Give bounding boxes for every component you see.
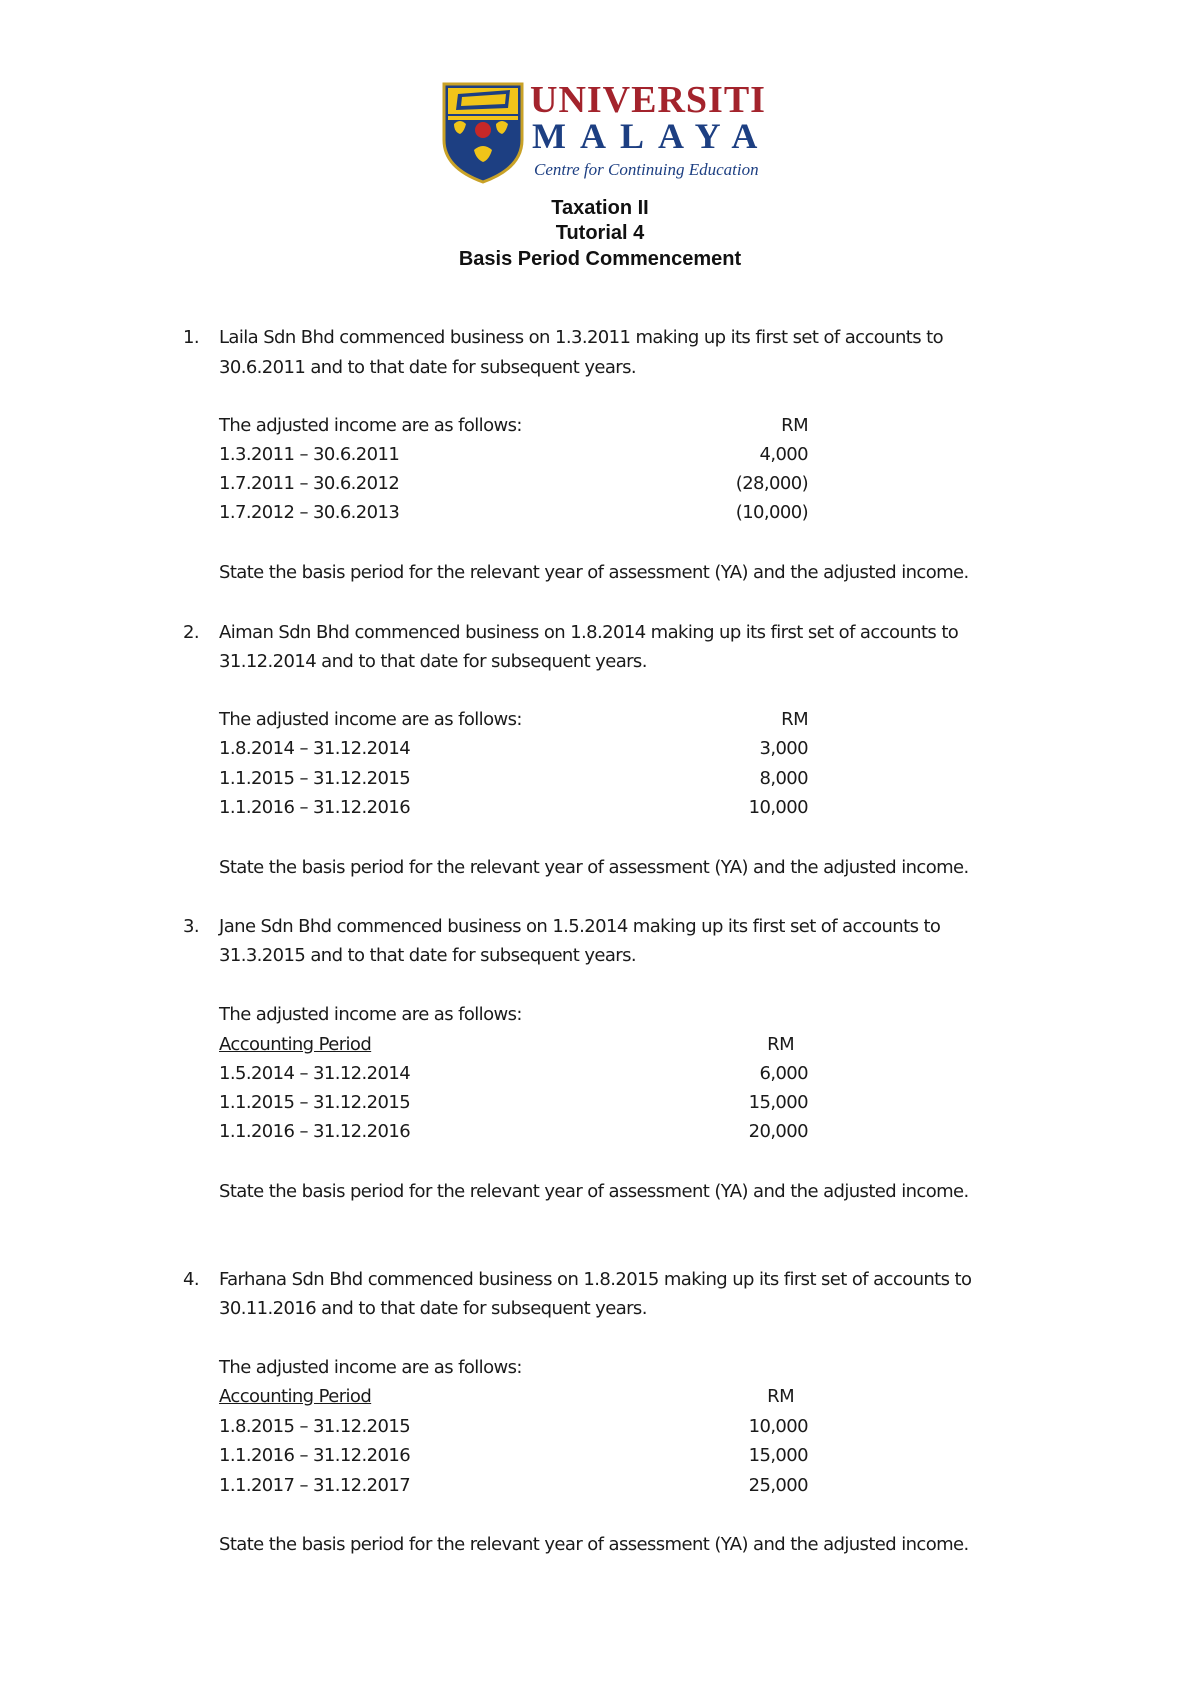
rm-header: RM (781, 415, 808, 436)
question-text-line: 31.12.2014 and to that date for subsequent years. (219, 651, 647, 672)
period-cell: 1.1.2016 – 31.12.2016 (219, 1121, 411, 1142)
income-intro: The adjusted income are as follows: (219, 415, 522, 436)
period-cell: 1.7.2012 – 30.6.2013 (219, 502, 400, 523)
topic-title: Basis Period Commencement (458, 248, 742, 270)
amount-cell: 10,000 (748, 1416, 808, 1437)
question-instruction: State the basis period for the relevant year of assessment (YA) and the adjusted income. (219, 1181, 969, 1202)
question-text-line: Farhana Sdn Bhd commenced business on 1.8.2015 making up its first set of accounts to (219, 1269, 972, 1290)
amount-cell: 3,000 (759, 738, 808, 759)
income-intro: The adjusted income are as follows: (219, 1357, 522, 1378)
logo-line-3: Centre for Continuing Education (534, 160, 759, 179)
amount-cell: 20,000 (748, 1121, 808, 1142)
amount-cell: 25,000 (748, 1475, 808, 1496)
question-instruction: State the basis period for the relevant year of assessment (YA) and the adjusted income. (219, 857, 969, 878)
period-cell: 1.8.2015 – 31.12.2015 (219, 1416, 411, 1437)
question-instruction: State the basis period for the relevant year of assessment (YA) and the adjusted income. (219, 562, 969, 583)
period-cell: 1.8.2014 – 31.12.2014 (219, 738, 411, 759)
question-number: 3. (183, 916, 199, 937)
period-cell: 1.1.2017 – 31.12.2017 (219, 1475, 411, 1496)
amount-cell: 15,000 (748, 1445, 808, 1466)
amount-cell: (10,000) (735, 502, 808, 523)
logo-line-1: UNIVERSITI (530, 79, 766, 121)
income-intro: The adjusted income are as follows: (219, 709, 522, 730)
period-cell: 1.1.2016 – 31.12.2016 (219, 797, 411, 818)
question-text-line: Aiman Sdn Bhd commenced business on 1.8.2014 making up its first set of accounts to (219, 622, 959, 643)
amount-cell: 8,000 (759, 768, 808, 789)
question-number: 2. (183, 622, 199, 643)
university-logo (440, 80, 780, 186)
amount-cell: 6,000 (759, 1063, 808, 1084)
crest-icon (440, 80, 526, 184)
course-title: Taxation II (551, 197, 649, 219)
rm-header: RM (781, 709, 808, 730)
amount-cell: 10,000 (748, 797, 808, 818)
income-intro: The adjusted income are as follows: (219, 1004, 522, 1025)
period-cell: 1.5.2014 – 31.12.2014 (219, 1063, 411, 1084)
period-cell: 1.1.2015 – 31.12.2015 (219, 768, 411, 789)
amount-cell: 4,000 (759, 444, 808, 465)
rm-header: RM (767, 1034, 794, 1055)
period-cell: 1.1.2015 – 31.12.2015 (219, 1092, 411, 1113)
period-cell: 1.1.2016 – 31.12.2016 (219, 1445, 411, 1466)
question-text-line: Laila Sdn Bhd commenced business on 1.3.2011 making up its first set of accounts to (219, 327, 944, 348)
period-cell: 1.3.2011 – 30.6.2011 (219, 444, 400, 465)
question-text-line: 31.3.2015 and to that date for subsequent years. (219, 945, 636, 966)
question-instruction: State the basis period for the relevant year of assessment (YA) and the adjusted income. (219, 1534, 969, 1555)
rm-header: RM (767, 1386, 794, 1407)
period-cell: 1.7.2011 – 30.6.2012 (219, 473, 400, 494)
question-text-line: Jane Sdn Bhd commenced business on 1.5.2014 making up its first set of accounts to (219, 916, 941, 937)
amount-cell: (28,000) (735, 473, 808, 494)
logo-line-2: MALAYA (532, 116, 772, 156)
tutorial-title: Tutorial 4 (555, 222, 645, 244)
question-text-line: 30.6.2011 and to that date for subsequent years. (219, 357, 636, 378)
period-header: Accounting Period (219, 1034, 372, 1055)
question-number: 1. (183, 327, 199, 348)
period-header: Accounting Period (219, 1386, 372, 1407)
question-text-line: 30.11.2016 and to that date for subsequent years. (219, 1298, 647, 1319)
question-number: 4. (183, 1269, 199, 1290)
amount-cell: 15,000 (748, 1092, 808, 1113)
